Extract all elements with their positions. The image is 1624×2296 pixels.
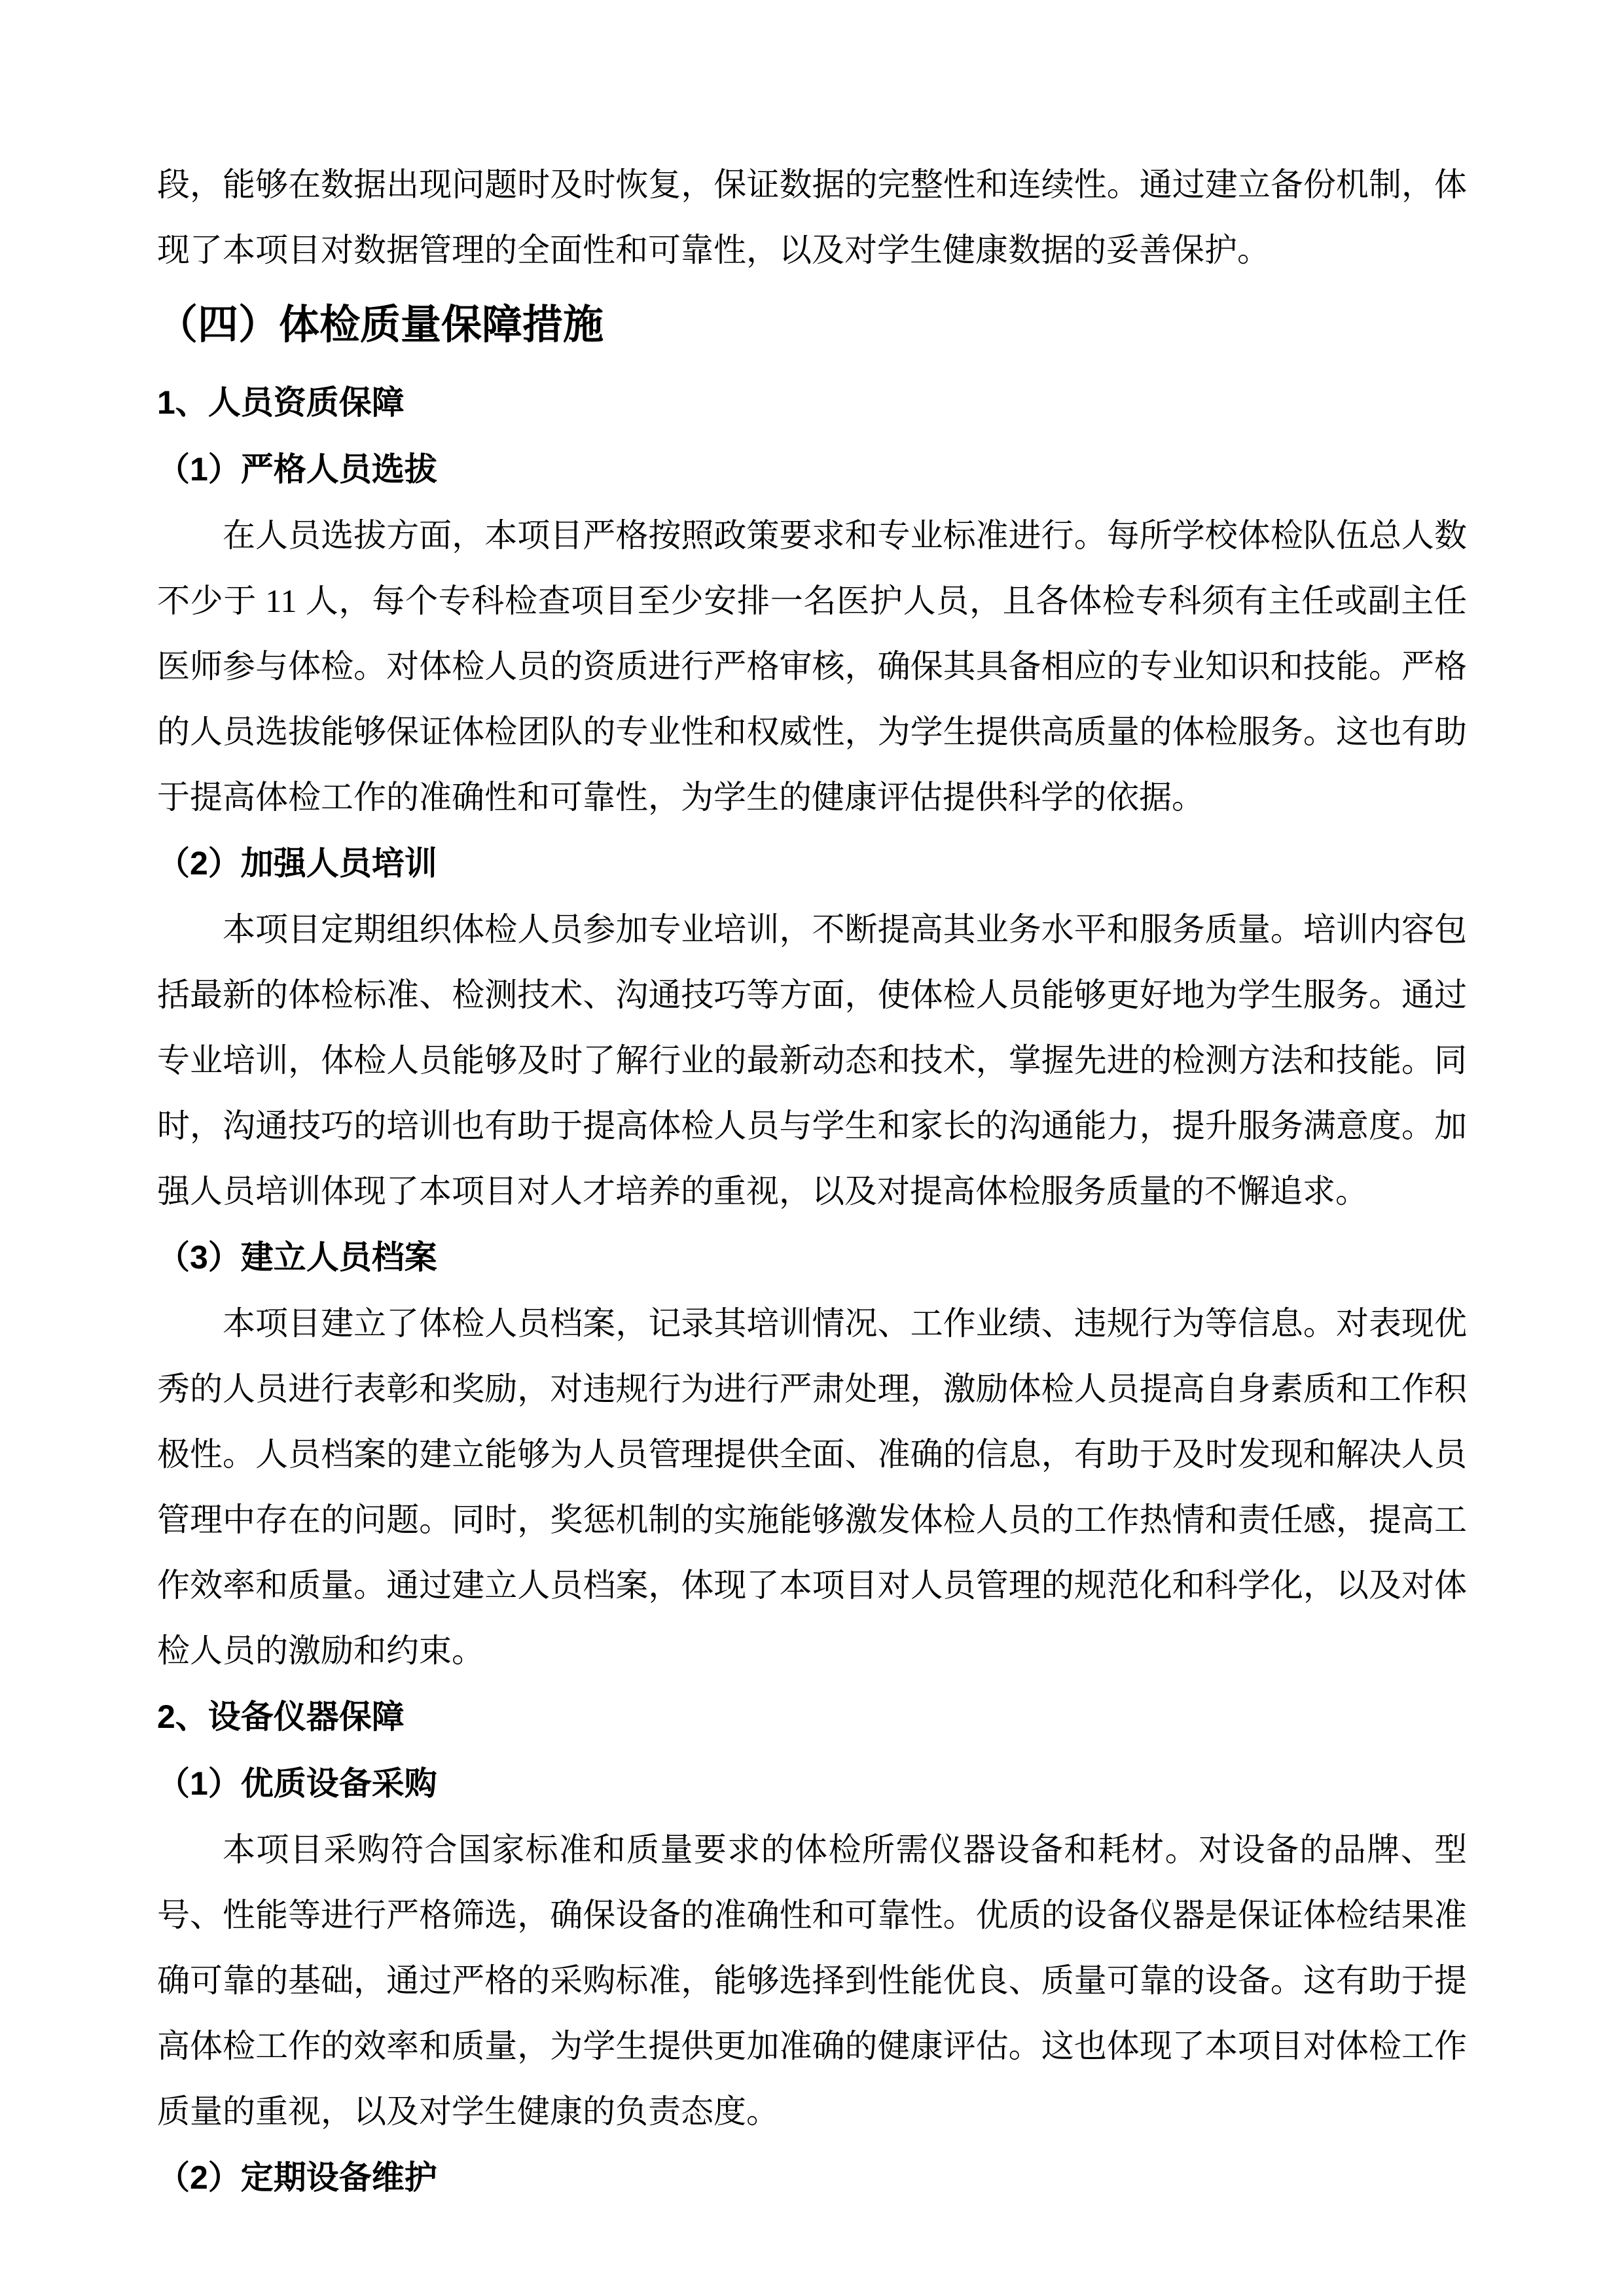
- item-heading-regular-equipment-maintenance: （2）定期设备维护: [157, 2159, 437, 2196]
- item-heading-strengthen-personnel-training: （2）加强人员培训: [157, 845, 437, 882]
- subsection-heading-equipment-assurance: 2、设备仪器保障: [157, 1698, 405, 1735]
- paragraph-personnel-training: 本项目定期组织体检人员参加专业培训，不断提高其业务水平和服务质量。培训内容包括最新的体检标准、检测技术、沟通技巧等方面，使体检人员能够更好地为学生服务。通过专业培训，体检人员能够及时了解行业的最新动态和技术，掌握先进的检测方法和技能。同时，沟通技巧的培训也有助于提高体检人员与学生和家长的沟通能力，提升服务满意度。加强人员培训体现了本项目对人才培养的重视，以及对提高体检服务质量的不懈追求。: [157, 911, 1467, 1210]
- paragraph-personnel-selection: 在人员选拔方面，本项目严格按照政策要求和专业标准进行。每所学校体检队伍总人数不少于 11 人，每个专科检查项目至少安排一名医护人员，且各体检专科须有主任或副主任医师参与体检。对体检人员的资质进行严格审核，确保其具备相应的专业知识和技能。严格的人员选拔能够保证体检团队的专业性和权威性，为学生提供高质量的体检服务。这也有助于提高体检工作的准确性和可靠性，为学生的健康评估提供科学的依据。: [157, 517, 1467, 816]
- item-heading-strict-personnel-selection: （1）严格人员选拔: [157, 451, 437, 488]
- document-body: [157, 152, 1467, 2211]
- section-heading-quality-assurance: （四）体检质量保障措施: [157, 302, 604, 348]
- subsection-heading-personnel-qualification: 1、人员资质保障: [157, 384, 405, 421]
- item-heading-quality-equipment-procurement: （1）优质设备采购: [157, 1765, 437, 1802]
- paragraph-equipment-procurement: 本项目采购符合国家标准和质量要求的体检所需仪器设备和耗材。对设备的品牌、型号、性能等进行严格筛选，确保设备的准确性和可靠性。优质的设备仪器是保证体检结果准确可靠的基础，通过严格的采购标准，能够选择到性能优良、质量可靠的设备。这有助于提高体检工作的效率和质量，为学生提供更加准确的健康评估。这也体现了本项目对体检工作质量的重视，以及对学生健康的负责态度。: [157, 1831, 1467, 2130]
- item-heading-establish-personnel-files: （3）建立人员档案: [157, 1239, 437, 1276]
- continued-paragraph-data-backup: 段，能够在数据出现问题时及时恢复，保证数据的完整性和连续性。通过建立备份机制，体现了本项目对数据管理的全面性和可靠性，以及对学生健康数据的妥善保护。: [157, 166, 1467, 268]
- paragraph-personnel-files: 本项目建立了体检人员档案，记录其培训情况、工作业绩、违规行为等信息。对表现优秀的人员进行表彰和奖励，对违规行为进行严肃处理，激励体检人员提高自身素质和工作积极性。人员档案的建立能够为人员管理提供全面、准确的信息，有助于及时发现和解决人员管理中存在的问题。同时，奖惩机制的实施能够激发体检人员的工作热情和责任感，提高工作效率和质量。通过建立人员档案，体现了本项目对人员管理的规范化和科学化，以及对体检人员的激励和约束。: [157, 1305, 1467, 1669]
